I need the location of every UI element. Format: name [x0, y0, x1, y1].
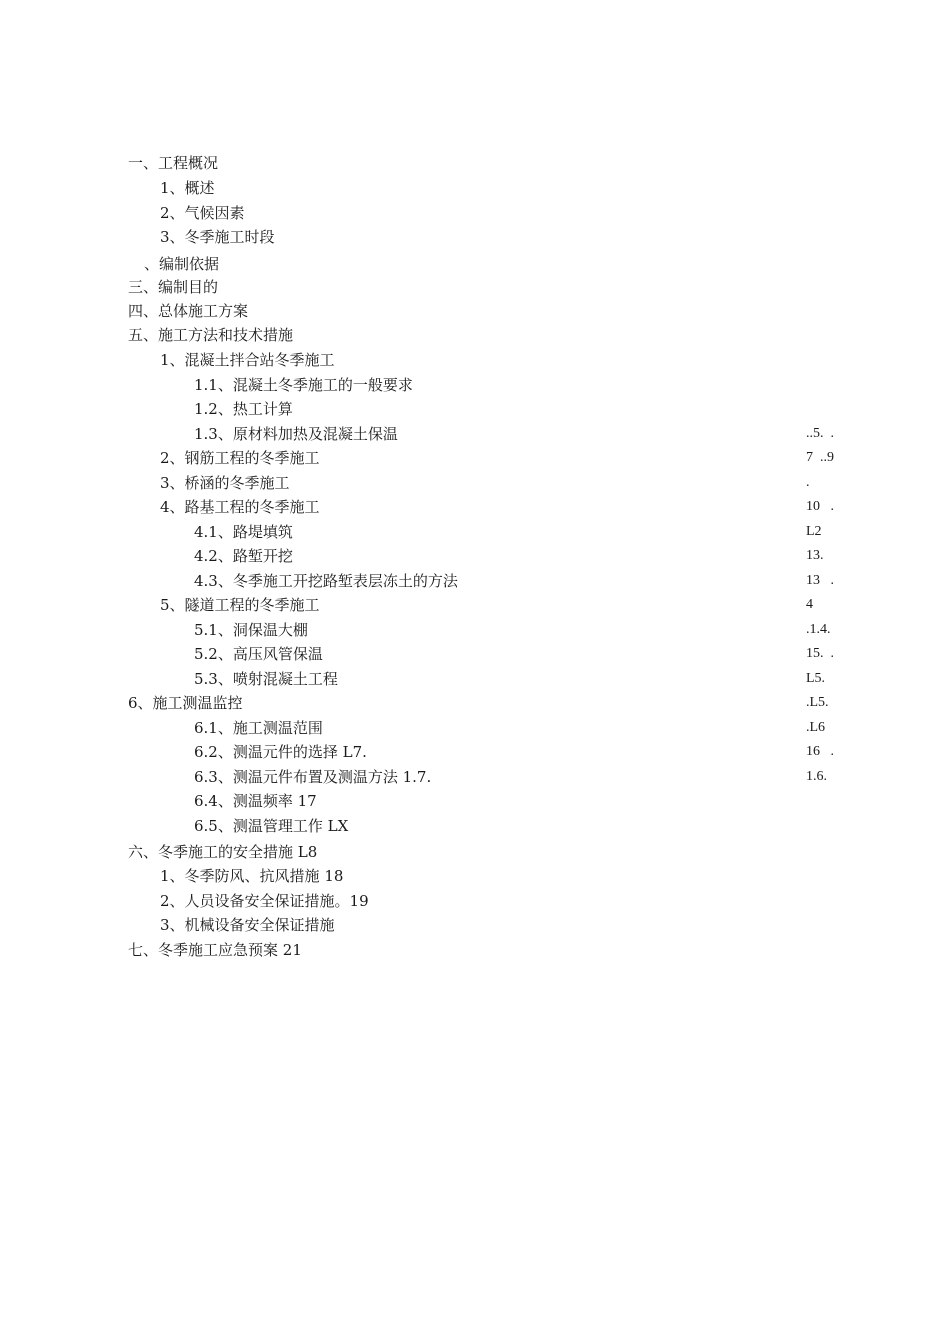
toc-entry: 6、施工测温监控 [128, 694, 243, 712]
page-number: .L5. [806, 695, 829, 710]
toc-entry: 3、桥涵的冬季施工 [160, 474, 290, 492]
toc-entry: 六、冬季施工的安全措施 L8 [128, 843, 318, 861]
toc-entry: 四、总体施工方案 [128, 302, 249, 320]
page-number: 4 [806, 597, 813, 612]
toc-entry: 4.1、路堤填筑 [194, 523, 293, 541]
toc-entry: 4.3、冬季施工开挖路堑表层冻土的方法 [194, 572, 458, 590]
toc-entry: 2、钢筋工程的冬季施工 [160, 449, 320, 467]
toc-entry: 七、冬季施工应急预案 21 [128, 941, 302, 959]
toc-entry: 6.3、测温元件布置及测温方法 1.7. [194, 768, 432, 786]
page-number: 10 . [806, 499, 834, 514]
toc-entry: 6.5、测温管理工作 LX [194, 817, 349, 835]
toc-entry: 5.1、洞保温大棚 [194, 621, 308, 639]
toc-entry: 4.2、路堑开挖 [194, 547, 293, 565]
toc-entry: 1、概述 [160, 179, 215, 197]
page-number: . [806, 475, 810, 490]
toc-entry: 三、编制目的 [128, 278, 219, 296]
toc-entry: 5.3、喷射混凝土工程 [194, 670, 338, 688]
page-number: 7 ..9 [806, 450, 834, 465]
page-number: 13. [806, 548, 824, 563]
toc-entry: 1.2、热工计算 [194, 400, 293, 418]
toc-entry: 4、路基工程的冬季施工 [160, 498, 320, 516]
toc-entry: 6.1、施工测温范围 [194, 719, 323, 737]
toc-entry: 5、隧道工程的冬季施工 [160, 596, 320, 614]
page-number: 1.6. [806, 769, 827, 784]
toc-entry: 6.2、测温元件的选择 L7. [194, 743, 367, 761]
toc-entry: 一、工程概况 [128, 154, 219, 172]
page-number: 13 . [806, 573, 834, 588]
toc-entry: 3、机械设备安全保证措施 [160, 916, 335, 934]
toc-entry: 3、冬季施工时段 [160, 228, 275, 246]
toc-entry: 5.2、高压风管保温 [194, 645, 323, 663]
toc-entry: 五、施工方法和技术措施 [128, 326, 294, 344]
toc-entry: 、编制依据 [144, 255, 220, 273]
toc-entry: 1、冬季防风、抗风措施 18 [160, 867, 344, 885]
toc-entry: 1.1、混凝土冬季施工的一般要求 [194, 376, 413, 394]
page-number: .1.4. [806, 622, 831, 637]
toc-entry: 1.3、原材料加热及混凝土保温 [194, 425, 398, 443]
page-number: 16 . [806, 744, 834, 759]
page-number: 15. . [806, 646, 834, 661]
page-number: ..5. . [806, 426, 834, 441]
toc-entry: 2、人员设备安全保证措施。19 [160, 892, 369, 910]
toc-entry: 2、气候因素 [160, 204, 245, 222]
page-number: .L6 [806, 720, 826, 735]
toc-entry: 1、混凝土拌合站冬季施工 [160, 351, 335, 369]
page-number: L5. [806, 671, 826, 686]
toc-entry: 6.4、测温频率 17 [194, 792, 317, 810]
page-number: L2 [806, 524, 822, 539]
